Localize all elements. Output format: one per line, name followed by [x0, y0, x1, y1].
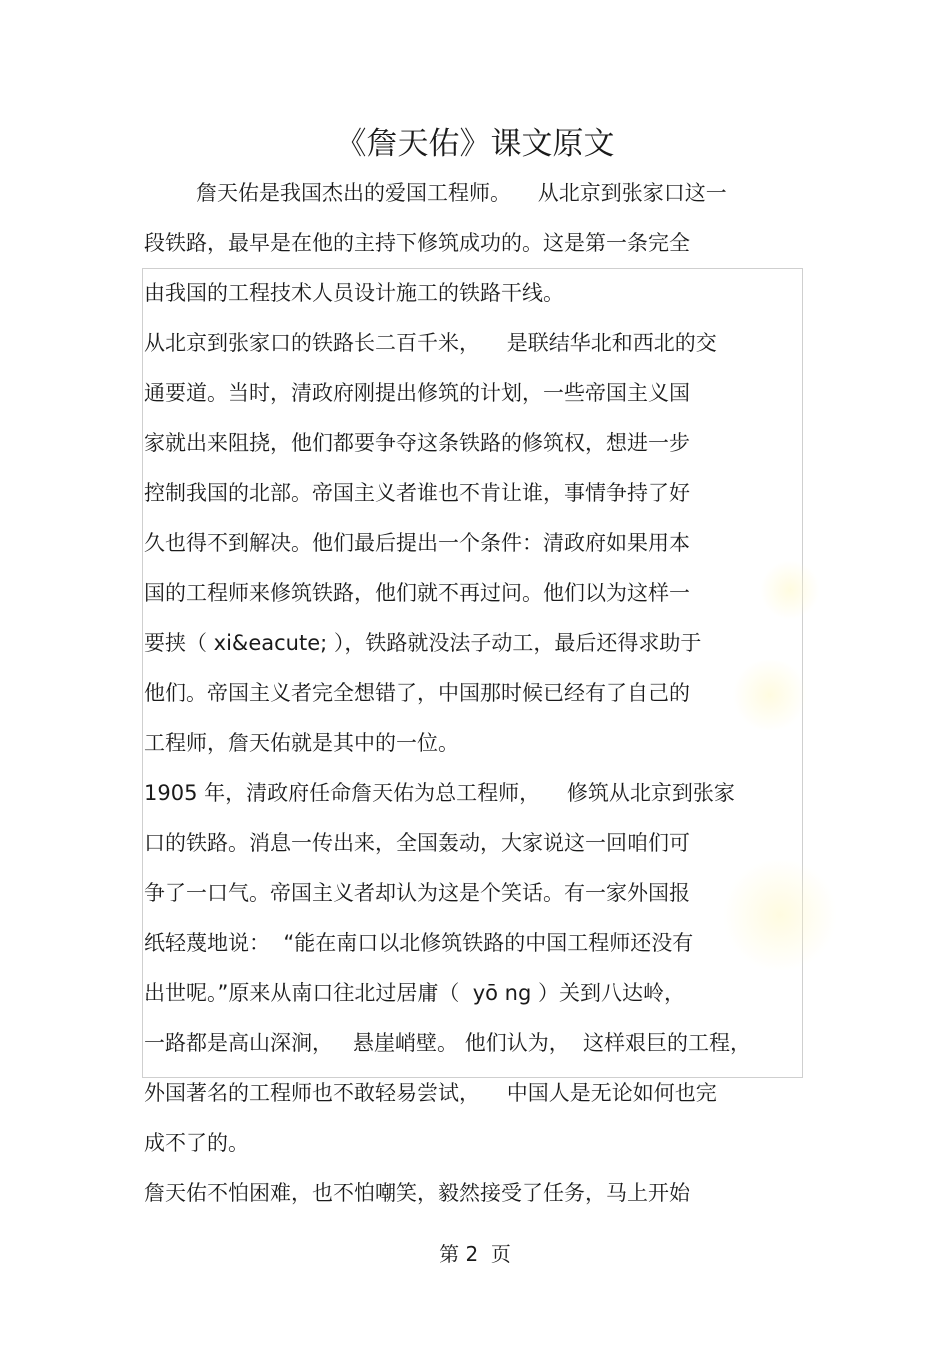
body-line: 段铁路，最早是在他的主持下修筑成功的。这是第一条完全	[144, 231, 690, 255]
body-line: 口的铁路。消息一传出来，全国轰动，大家说这一回咱们可	[144, 831, 690, 855]
paper-stain	[760, 560, 820, 620]
body-line: 久也得不到解决。他们最后提出一个条件：清政府如果用本	[144, 531, 690, 555]
body-line: 家就出来阻挠，他们都要争夺这条铁路的修筑权，想进一步	[144, 431, 690, 455]
body-line: 他们。帝国主义者完全想错了，中国那时候已经有了自己的	[144, 681, 690, 705]
body-line: 出世呢。”原来从南口往北过居庸（ yō ng ）关到八达岭，	[144, 981, 685, 1005]
paper-stain	[720, 860, 840, 970]
body-line: 争了一口气。帝国主义者却认为这是个笑话。有一家外国报	[144, 881, 690, 905]
body-line: 纸轻蔑地说： “能在南口以北修筑铁路的中国工程师还没有	[144, 931, 694, 955]
body-line: 1905 年，清政府任命詹天佑为总工程师， 修筑从北京到张家	[144, 781, 735, 805]
paper-stain	[730, 660, 810, 730]
document-title: 《詹天佑》课文原文	[335, 126, 615, 162]
body-line: 詹天佑是我国杰出的爱国工程师。 从北京到张家口这一	[196, 181, 727, 205]
body-line: 工程师，詹天佑就是其中的一位。	[144, 731, 459, 755]
body-line: 国的工程师来修筑铁路，他们就不再过问。他们以为这样一	[144, 581, 690, 605]
body-line: 成不了的。	[144, 1131, 249, 1155]
body-line: 控制我国的北部。帝国主义者谁也不肯让谁，事情争持了好	[144, 481, 690, 505]
body-line: 由我国的工程技术人员设计施工的铁路干线。	[144, 281, 564, 305]
body-line: 外国著名的工程师也不敢轻易尝试， 中国人是无论如何也完	[144, 1081, 717, 1105]
page-number: 第 2 页	[439, 1242, 511, 1266]
body-line: 要挟（ xi&eacute; ），铁路就没法子动工，最后还得求助于	[144, 631, 702, 655]
body-line: 一路都是高山深涧， 悬崖峭壁。 他们认为， 这样艰巨的工程，	[144, 1031, 752, 1055]
body-line: 通要道。当时，清政府刚提出修筑的计划，一些帝国主义国	[144, 381, 690, 405]
body-line: 詹天佑不怕困难，也不怕嘲笑，毅然接受了任务，马上开始	[144, 1181, 690, 1205]
body-line: 从北京到张家口的铁路长二百千米， 是联结华北和西北的交	[144, 331, 717, 355]
